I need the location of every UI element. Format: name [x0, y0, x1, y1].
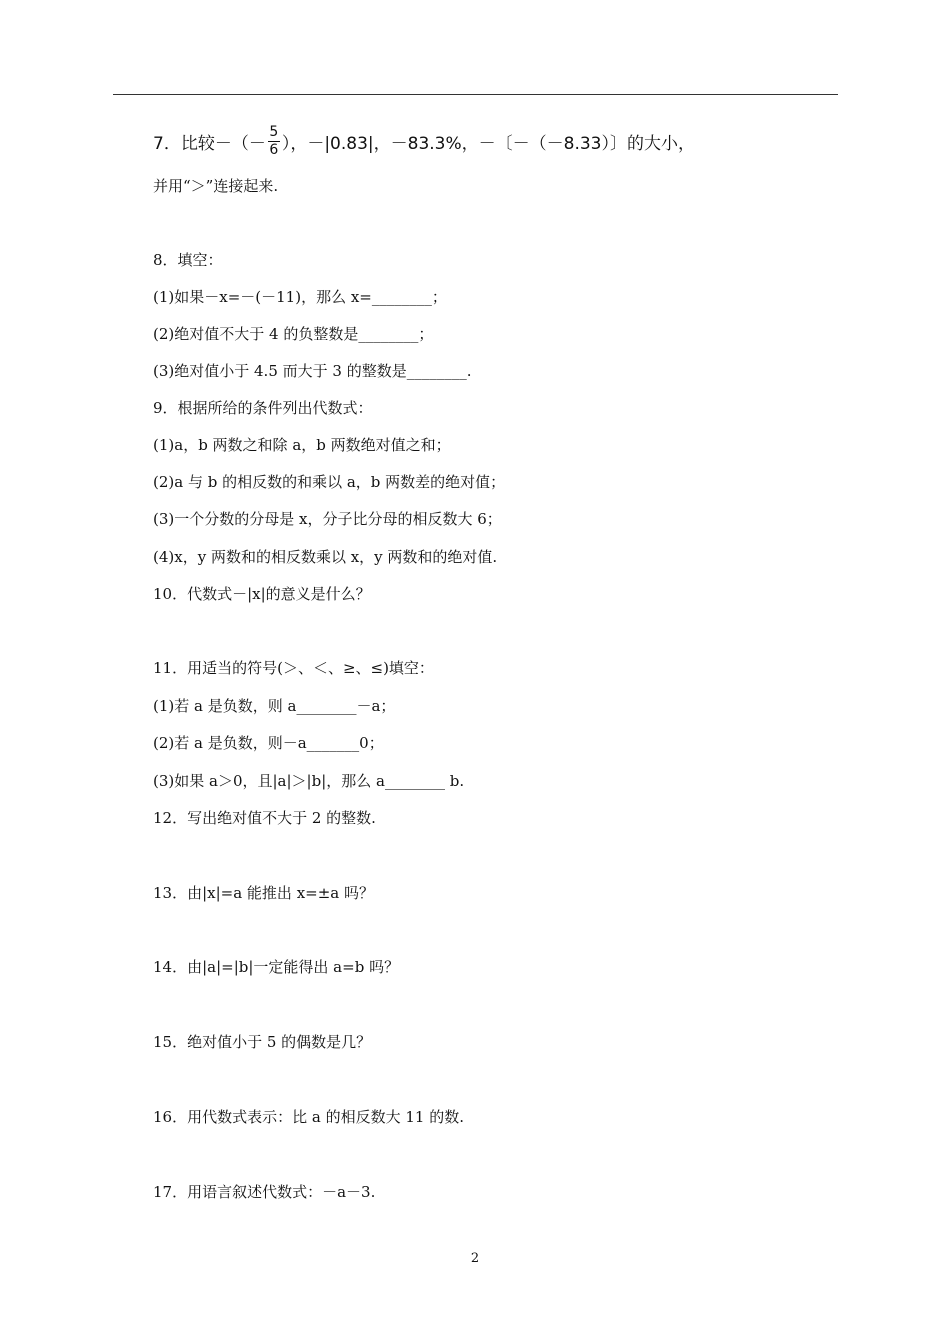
- question-11-title: 11．用适当的符号(＞、＜、≥、≤)填空：: [153, 659, 434, 677]
- question-16: 16．用代数式表示：比 a 的相反数大 11 的数.: [153, 1108, 464, 1126]
- question-7-text-a: 7．比较－（－: [153, 133, 266, 154]
- question-7-text-b: ），－|0.83|，－83.3%，－〔－（－8.33）〕的大小，: [281, 133, 695, 154]
- question-14: 14．由|a|=|b|一定能得出 a=b 吗？: [153, 958, 400, 976]
- question-9-part-2: (2)a 与 b 的相反数的和乘以 a，b 两数差的绝对值；: [153, 473, 506, 491]
- question-9-title: 9．根据所给的条件列出代数式：: [153, 399, 373, 417]
- question-11-part-2: (2)若 a 是负数，则－a_______0；: [153, 734, 384, 752]
- question-9-part-3: (3)一个分数的分母是 x，分子比分母的相反数大 6；: [153, 510, 502, 528]
- question-9-part-1: (1)a，b 两数之和除 a，b 两数绝对值之和；: [153, 436, 451, 454]
- question-7-line-2: 并用“＞”连接起来.: [153, 177, 279, 195]
- question-8-part-3: (3)绝对值小于 4.5 而大于 3 的整数是________.: [153, 362, 472, 380]
- fraction: [268, 124, 280, 159]
- question-11-part-3: (3)如果 a＞0，且|a|＞|b|，那么 a________ b.: [153, 772, 465, 790]
- fraction-denominator: 6: [269, 141, 279, 158]
- question-8-part-2: (2)绝对值不大于 4 的负整数是________；: [153, 325, 434, 343]
- question-11-part-1: (1)若 a 是负数，则 a________－a；: [153, 697, 396, 715]
- fraction-numerator: 5: [269, 123, 279, 140]
- question-17: 17．用语言叙述代数式：－a－3.: [153, 1183, 376, 1201]
- question-9-part-4: (4)x，y 两数和的相反数乘以 x，y 两数和的绝对值.: [153, 548, 498, 566]
- header-rule: [113, 94, 838, 95]
- question-8-title: 8．填空：: [153, 251, 223, 269]
- page-number: 2: [470, 1251, 480, 1266]
- question-15: 15．绝对值小于 5 的偶数是几？: [153, 1033, 372, 1051]
- question-7: [153, 118, 695, 164]
- question-10: 10．代数式－|x|的意义是什么？: [153, 585, 371, 603]
- question-8-part-1: (1)如果－x=－(－11)，那么 x=________；: [153, 288, 447, 306]
- question-13: 13．由|x|=a 能推出 x=±a 吗？: [153, 884, 375, 902]
- question-12: 12．写出绝对值不大于 2 的整数.: [153, 809, 376, 827]
